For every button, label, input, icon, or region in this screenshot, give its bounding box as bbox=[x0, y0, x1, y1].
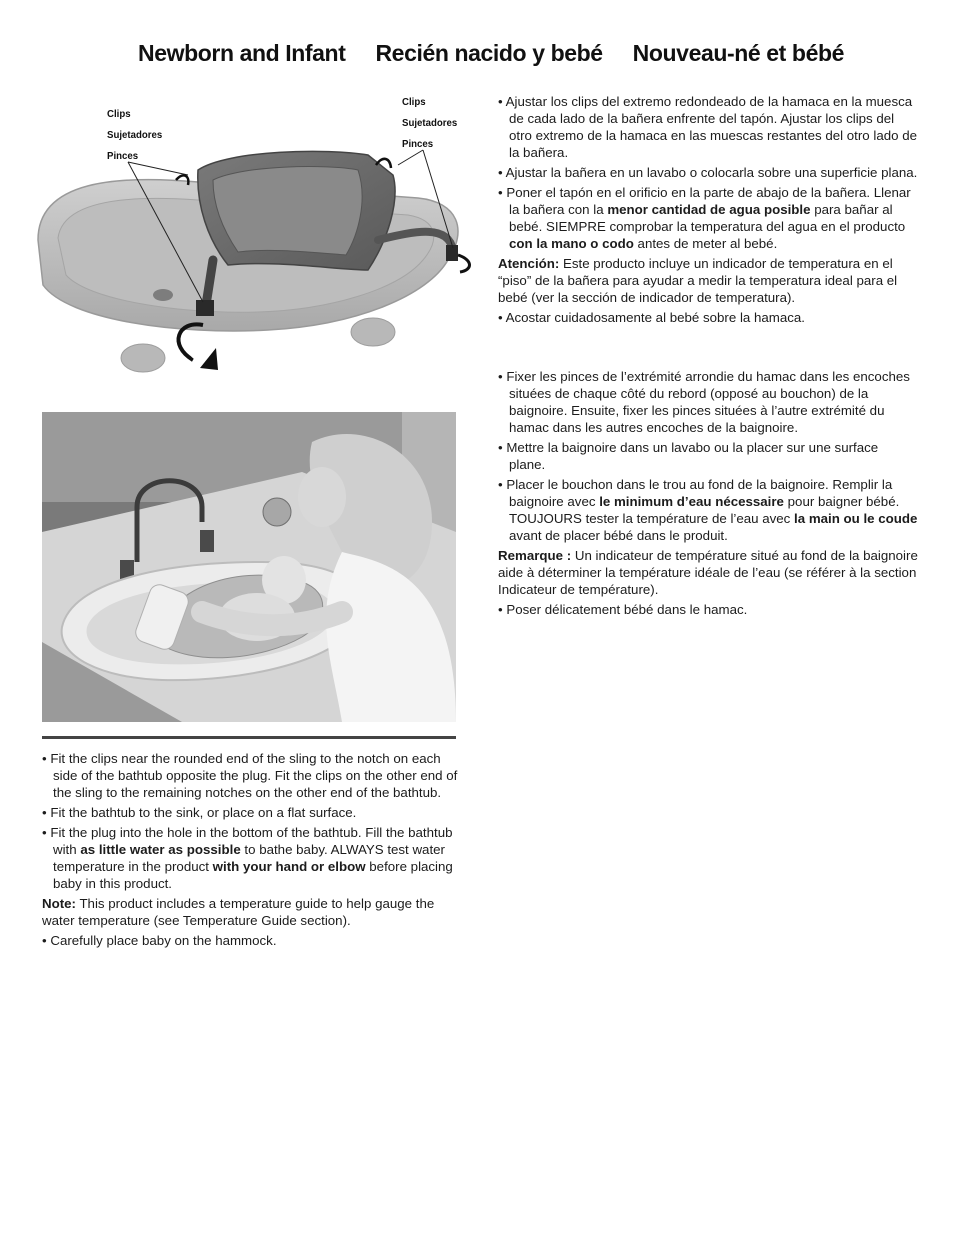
clip-label-en: Clips bbox=[107, 108, 131, 120]
clip-label-en: Clips bbox=[402, 96, 426, 108]
list-item: • Placer le bouchon dans le trou au fond de la baignoire. Remplir la baignoire avec le minimum d’eau nécessaire pour baigner bébé. TOUJOURS tester la température de l’eau avec la main ou le coude avant de placer bébé dans le produit. bbox=[498, 477, 918, 543]
instructions-spanish bbox=[498, 93, 918, 329]
list-item: • Fixer les pinces de l’extrémité arrondie du hamac dans les encoches situées de chaque côté du rebord (opposé au bouchon) de la baignoire. Ensuite, fixer les pinces situées à l’autre extrémité du hamac dans les autres encoches de la baignoire. bbox=[498, 369, 910, 435]
instructions-english bbox=[42, 750, 462, 952]
page-title bbox=[138, 40, 868, 67]
clip-label-fr: Pinces bbox=[402, 138, 434, 150]
list-item: • Poner el tapón en el orificio en la parte de abajo de la bañera. Llenar la bañera con la menor cantidad de agua posible para bañar al bebé. SIEMPRE comprobar la temperatura del agua en el producto con la mano o codo antes de meter al bebé. bbox=[498, 185, 911, 251]
divider-rule bbox=[42, 736, 456, 739]
list-item: • Fit the clips near the rounded end of the sling to the notch on each side of the bathtub opposite the plug. Fit the clips on the other end of the sling to the remaining notches on the other end of the bathtub. bbox=[42, 751, 458, 800]
title-english: Newborn and Infant bbox=[138, 40, 346, 66]
list-item: • Poser délicatement bébé dans le hamac. bbox=[498, 602, 748, 617]
note-paragraph: Atención: Este producto incluye un indicador de temperatura en el “piso” de la bañera para ayudar a medir la temperatura ideal para el bebé (ver la sección de indicador de temperatura). bbox=[498, 256, 898, 305]
title-french: Nouveau-né et bébé bbox=[632, 40, 845, 66]
list-item: • Acostar cuidadosamente al bebé sobre la hamaca. bbox=[498, 310, 805, 325]
list-item: • Mettre la baignoire dans un lavabo ou la placer sur une surface plane. bbox=[498, 440, 879, 472]
list-item: • Ajustar la bañera en un lavabo o colocarla sobre una superficie plana. bbox=[498, 165, 918, 180]
bathtub-sling-illustration bbox=[28, 120, 478, 390]
instructions-french bbox=[498, 368, 918, 621]
title-spanish: Recién nacido y bebé bbox=[375, 40, 603, 66]
list-item: • Ajustar los clips del extremo redondeado de la hamaca en la muesca de cada lado de la bañera enfrente del tapón. Ajustar los clips del otro extremo de la hamaca en las muescas restantes del otro lado de la bañera. bbox=[498, 94, 917, 160]
clip-label-fr: Pinces bbox=[107, 150, 139, 162]
clip-label-es: Sujetadores bbox=[402, 117, 458, 129]
list-item: • Carefully place baby on the hammock. bbox=[42, 933, 277, 948]
list-item: • Fit the bathtub to the sink, or place on a flat surface. bbox=[42, 805, 357, 820]
list-item: • Fit the plug into the hole in the bottom of the bathtub. Fill the bathtub with as little water as possible to bathe baby. ALWAYS test water temperature in the product with your hand or elbow before placing baby in this product. bbox=[42, 825, 453, 891]
note-paragraph: Remarque : Un indicateur de température situé au fond de la baignoire aide à déterminer la température idéale de l’eau (se référer à la section Indicateur de température). bbox=[498, 548, 918, 597]
note-paragraph: Note: This product includes a temperature guide to help gauge the water temperature (see Temperature Guide section). bbox=[42, 896, 435, 928]
clip-label-es: Sujetadores bbox=[107, 129, 163, 141]
photo-illustration bbox=[42, 412, 456, 722]
photo-mother-bathing-baby bbox=[42, 412, 456, 722]
